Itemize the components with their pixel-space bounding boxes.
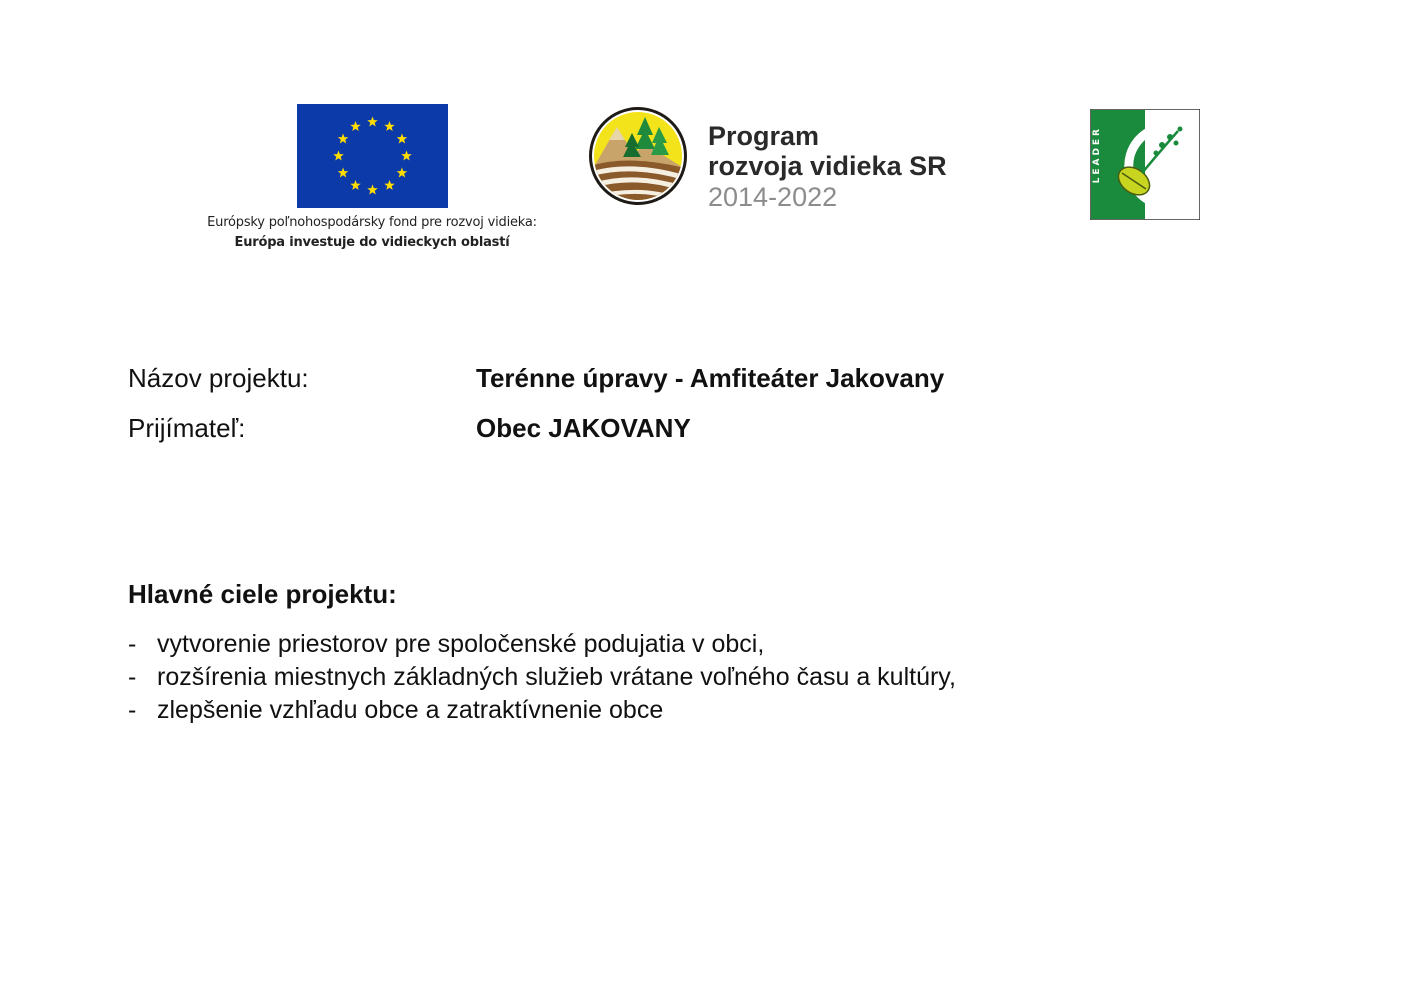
eu-caption-line-1: Európsky poľnohospodársky fond pre rozvoj vidieka: (207, 215, 537, 230)
list-item (128, 694, 956, 727)
prv-emblem-logo (587, 105, 689, 207)
prv-title-line-2: rozvoja vidieka SR (708, 151, 947, 181)
prv-years: 2014-2022 (708, 182, 838, 212)
goals-list (128, 628, 956, 727)
list-dash: - (128, 630, 137, 658)
eu-flag-logo (297, 104, 448, 208)
recipient-value: Obec JAKOVANY (476, 413, 691, 443)
prv-title-line-1: Program (708, 121, 820, 151)
project-name-value: Terénne úpravy - Amfiteáter Jakovany (476, 363, 945, 393)
leader-logo (1090, 109, 1200, 220)
project-name-label: Názov projektu: (128, 363, 309, 393)
eu-caption-line-2: Európa investuje do vidieckych oblastí (234, 235, 510, 250)
list-item (128, 628, 956, 661)
list-dash: - (128, 696, 137, 724)
goals-heading: Hlavné ciele projektu: (128, 579, 397, 609)
goal-text: vytvorenie priestorov pre spoločenské podujatia v obci, (157, 630, 765, 658)
goal-text: zlepšenie vzhľadu obce a zatraktívnenie obce (157, 696, 664, 724)
leader-vertical-text: LEADER (1092, 126, 1102, 184)
recipient-label: Prijímateľ: (128, 413, 246, 443)
goal-text: rozšírenia miestnych základných služieb vrátane voľného času a kultúry, (157, 663, 956, 691)
list-item (128, 661, 956, 694)
list-dash: - (128, 663, 137, 691)
